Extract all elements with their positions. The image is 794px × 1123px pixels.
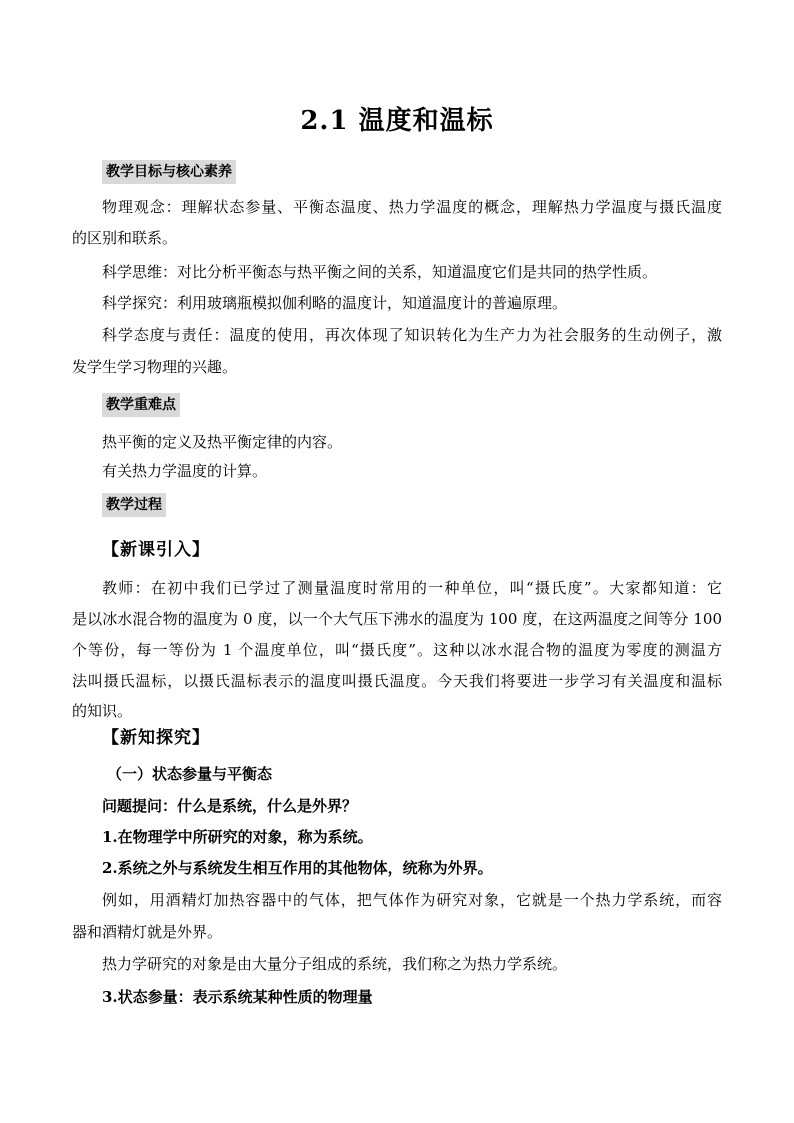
explore-header: 【新知探究】 (102, 728, 210, 748)
example-line: 例如，用酒精灯加热容器中的气体，把气体作为研究对象，它就是一个热力学系统，而容 (102, 891, 722, 909)
point-line: 2.系统之外与系统发生相互作用的其他物体，统称为外界。 (102, 859, 493, 877)
example-line: 器和酒精灯就是外界。 (72, 923, 223, 941)
intro-line: 的知识。 (72, 702, 133, 720)
goal-line: 发学生学习物理的兴趣。 (72, 358, 238, 376)
goal-line: 的区别和联系。 (72, 229, 178, 247)
intro-line: 法叫摄氏温标，以摄氏温标表示的温度叫摄氏温度。今天我们将要进一步学习有关温度和温标 (72, 672, 722, 690)
goal-line: 科学思维：对比分析平衡态与热平衡之间的关系，知道温度它们是共同的热学性质。 (102, 263, 658, 281)
section-header-process: 教学过程 (102, 493, 166, 517)
section-header-goals: 教学目标与核心素养 (102, 160, 236, 184)
intro-line: 教师：在初中我们已学过了测量温度时常用的一种单位，叫“摄氏度”。大家都知道：它 (102, 579, 722, 597)
page-title: 2.1 温度和温标 (300, 106, 494, 136)
section-header-difficulty: 教学重难点 (102, 393, 180, 417)
difficulty-line: 有关热力学温度的计算。 (102, 462, 268, 480)
point-line: 3.状态参量：表示系统某种性质的物理量 (102, 988, 373, 1006)
intro-line: 个等份，每一等份为 1 个温度单位，叫“摄氏度”。这种以冰水混合物的温度为零度的测温方 (72, 641, 722, 659)
goal-line: 物理观念：理解状态参量、平衡态温度、热力学温度的概念，理解热力学温度与摄氏温度 (102, 198, 722, 216)
goal-line: 科学态度与责任：温度的使用，再次体现了知识转化为生产力为社会服务的生动例子，激 (102, 326, 722, 344)
intro-header: 【新课引入】 (102, 540, 210, 560)
thermo-line: 热力学研究的对象是由大量分子组成的系统，我们称之为热力学系统。 (102, 955, 568, 973)
difficulty-line: 热平衡的定义及热平衡定律的内容。 (102, 433, 343, 451)
subsection-title: （一）状态参量与平衡态 (107, 765, 273, 783)
point-line: 1.在物理学中所研究的对象，称为系统。 (102, 828, 373, 846)
question-line: 问题提问：什么是系统，什么是外界？ (102, 797, 358, 815)
intro-line: 是以冰水混合物的温度为 0 度，以一个大气压下沸水的温度为 100 度，在这两温度之间等分 100 (72, 610, 722, 628)
goal-line: 科学探究：利用玻璃瓶模拟伽利略的温度计，知道温度计的普遍原理。 (102, 294, 568, 312)
